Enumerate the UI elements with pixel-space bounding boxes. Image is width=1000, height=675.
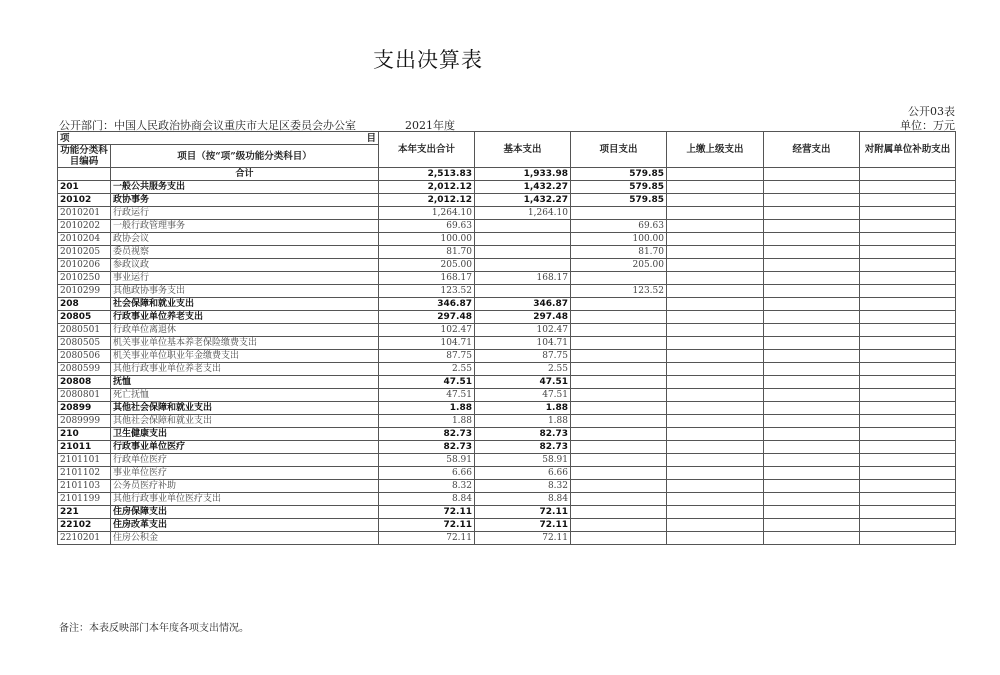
row-project (571, 402, 667, 415)
row-subsidy (860, 389, 956, 402)
row-basic: 82.73 (475, 428, 571, 441)
row-total: 87.75 (379, 350, 475, 363)
row-code: 20899 (58, 402, 111, 415)
col-header-business: 经营支出 (764, 132, 860, 168)
row-basic: 1,432.27 (475, 181, 571, 194)
row-subsidy (860, 415, 956, 428)
table-row (58, 233, 956, 246)
row-project (571, 467, 667, 480)
row-basic (475, 246, 571, 259)
header-item-left: 项 (60, 132, 70, 144)
row-name: 其他社会保障和就业支出 (111, 415, 379, 428)
row-name: 其他社会保障和就业支出 (111, 402, 379, 415)
row-remit (667, 363, 764, 376)
row-subsidy (860, 298, 956, 311)
row-remit (667, 272, 764, 285)
row-project (571, 454, 667, 467)
row-basic: 8.84 (475, 493, 571, 506)
table-row (58, 181, 956, 194)
row-name: 其他行政事业单位养老支出 (111, 363, 379, 376)
row-remit (667, 181, 764, 194)
row-subsidy (860, 480, 956, 493)
row-total: 1,264.10 (379, 207, 475, 220)
row-name: 公务员医疗补助 (111, 480, 379, 493)
row-subsidy (860, 324, 956, 337)
row-basic: 47.51 (475, 389, 571, 402)
row-project: 81.70 (571, 246, 667, 259)
row-subsidy (860, 272, 956, 285)
row-project: 69.63 (571, 220, 667, 233)
row-basic (475, 220, 571, 233)
row-remit (667, 493, 764, 506)
row-code: 20808 (58, 376, 111, 389)
row-total: 102.47 (379, 324, 475, 337)
row-remit (667, 415, 764, 428)
row-business (764, 181, 860, 194)
row-name: 行政单位医疗 (111, 454, 379, 467)
row-basic: 1,432.27 (475, 194, 571, 207)
row-business (764, 493, 860, 506)
row-basic: 8.32 (475, 480, 571, 493)
row-name: 社会保障和就业支出 (111, 298, 379, 311)
row-code: 201 (58, 181, 111, 194)
form-code: 公开03表 (908, 105, 955, 118)
row-code: 2010250 (58, 272, 111, 285)
row-business (764, 246, 860, 259)
row-total: 2,513.83 (379, 168, 475, 181)
row-name: 卫生健康支出 (111, 428, 379, 441)
row-code: 2080506 (58, 350, 111, 363)
row-total: 72.11 (379, 532, 475, 545)
row-basic: 58.91 (475, 454, 571, 467)
header-item-cell (58, 132, 379, 145)
row-project (571, 311, 667, 324)
row-business (764, 532, 860, 545)
row-code: 221 (58, 506, 111, 519)
row-code: 210 (58, 428, 111, 441)
row-total: 69.63 (379, 220, 475, 233)
row-total: 8.32 (379, 480, 475, 493)
row-basic: 72.11 (475, 519, 571, 532)
row-remit (667, 246, 764, 259)
row-basic (475, 233, 571, 246)
row-total: 297.48 (379, 311, 475, 324)
row-remit (667, 233, 764, 246)
row-business (764, 298, 860, 311)
row-subsidy (860, 506, 956, 519)
row-basic: 6.66 (475, 467, 571, 480)
row-business (764, 285, 860, 298)
row-remit (667, 376, 764, 389)
row-business (764, 467, 860, 480)
row-project (571, 441, 667, 454)
row-basic: 168.17 (475, 272, 571, 285)
row-code (58, 168, 111, 181)
row-code: 2010206 (58, 259, 111, 272)
table-row (58, 402, 956, 415)
table-row (58, 168, 956, 181)
row-subsidy (860, 428, 956, 441)
row-business (764, 194, 860, 207)
row-subsidy (860, 363, 956, 376)
header-item-row (58, 132, 956, 145)
row-basic: 87.75 (475, 350, 571, 363)
row-project: 100.00 (571, 233, 667, 246)
row-business (764, 441, 860, 454)
row-name: 死亡抚恤 (111, 389, 379, 402)
row-project: 579.85 (571, 168, 667, 181)
row-name: 政协事务 (111, 194, 379, 207)
row-subsidy (860, 233, 956, 246)
table-row (58, 376, 956, 389)
row-remit (667, 532, 764, 545)
row-subsidy (860, 246, 956, 259)
row-code: 2080501 (58, 324, 111, 337)
row-basic: 47.51 (475, 376, 571, 389)
row-business (764, 519, 860, 532)
row-remit (667, 337, 764, 350)
row-business (764, 376, 860, 389)
row-remit (667, 441, 764, 454)
table-row (58, 324, 956, 337)
row-name: 事业运行 (111, 272, 379, 285)
row-project (571, 272, 667, 285)
row-total: 168.17 (379, 272, 475, 285)
row-project (571, 415, 667, 428)
row-name: 一般行政管理事务 (111, 220, 379, 233)
expenditure-table (57, 131, 956, 545)
row-subsidy (860, 220, 956, 233)
row-basic: 82.73 (475, 441, 571, 454)
row-subsidy (860, 402, 956, 415)
table-row (58, 259, 956, 272)
row-total: 82.73 (379, 428, 475, 441)
col-header-code: 功能分类科目编码 (58, 145, 111, 168)
row-subsidy (860, 467, 956, 480)
table-row (58, 272, 956, 285)
row-total: 58.91 (379, 454, 475, 467)
row-subsidy (860, 285, 956, 298)
row-name: 机关事业单位基本养老保险缴费支出 (111, 337, 379, 350)
row-code: 2010202 (58, 220, 111, 233)
row-remit (667, 311, 764, 324)
row-name: 行政运行 (111, 207, 379, 220)
row-name: 合计 (111, 168, 379, 181)
row-subsidy (860, 181, 956, 194)
table-row (58, 337, 956, 350)
table-row (58, 428, 956, 441)
row-project: 579.85 (571, 181, 667, 194)
col-header-basic: 基本支出 (475, 132, 571, 168)
row-total: 2,012.12 (379, 181, 475, 194)
row-business (764, 350, 860, 363)
row-project (571, 480, 667, 493)
row-total: 72.11 (379, 519, 475, 532)
row-business (764, 324, 860, 337)
row-code: 20805 (58, 311, 111, 324)
row-basic: 1.88 (475, 415, 571, 428)
row-code: 2101103 (58, 480, 111, 493)
row-subsidy (860, 350, 956, 363)
row-business (764, 272, 860, 285)
page-title: 支出决算表 (373, 48, 483, 72)
row-total: 2,012.12 (379, 194, 475, 207)
row-remit (667, 480, 764, 493)
row-remit (667, 402, 764, 415)
row-name: 一般公共服务支出 (111, 181, 379, 194)
row-total: 72.11 (379, 506, 475, 519)
row-subsidy (860, 493, 956, 506)
row-project: 205.00 (571, 259, 667, 272)
row-code: 208 (58, 298, 111, 311)
row-project (571, 298, 667, 311)
row-remit (667, 324, 764, 337)
row-project (571, 207, 667, 220)
table-row (58, 506, 956, 519)
row-basic: 72.11 (475, 532, 571, 545)
header-item-right: 目 (366, 132, 376, 144)
row-remit (667, 194, 764, 207)
table-row (58, 519, 956, 532)
department-label: 公开部门：中国人民政治协商会议重庆市大足区委员会办公室 (59, 119, 356, 132)
row-code: 2010299 (58, 285, 111, 298)
row-total: 47.51 (379, 376, 475, 389)
row-subsidy (860, 376, 956, 389)
row-code: 20102 (58, 194, 111, 207)
table-body (58, 168, 956, 545)
row-name: 行政事业单位养老支出 (111, 311, 379, 324)
row-name: 政协会议 (111, 233, 379, 246)
table-row (58, 220, 956, 233)
row-total: 47.51 (379, 389, 475, 402)
row-total: 123.52 (379, 285, 475, 298)
table-row (58, 493, 956, 506)
row-remit (667, 506, 764, 519)
table-row (58, 363, 956, 376)
row-code: 2101102 (58, 467, 111, 480)
row-total: 81.70 (379, 246, 475, 259)
table-row (58, 194, 956, 207)
row-name: 住房公积金 (111, 532, 379, 545)
row-business (764, 415, 860, 428)
row-remit (667, 467, 764, 480)
row-code: 2089999 (58, 415, 111, 428)
row-remit (667, 168, 764, 181)
col-header-project: 项目支出 (571, 132, 667, 168)
row-business (764, 480, 860, 493)
table-row (58, 298, 956, 311)
row-project (571, 506, 667, 519)
row-basic: 297.48 (475, 311, 571, 324)
table-row (58, 467, 956, 480)
row-name: 住房改革支出 (111, 519, 379, 532)
row-subsidy (860, 441, 956, 454)
row-business (764, 402, 860, 415)
table-row (58, 350, 956, 363)
row-code: 22102 (58, 519, 111, 532)
row-total: 1.88 (379, 415, 475, 428)
row-remit (667, 220, 764, 233)
row-name: 行政事业单位医疗 (111, 441, 379, 454)
row-project: 123.52 (571, 285, 667, 298)
row-subsidy (860, 259, 956, 272)
row-business (764, 506, 860, 519)
row-basic: 346.87 (475, 298, 571, 311)
row-project (571, 389, 667, 402)
row-project (571, 428, 667, 441)
year-label: 2021年度 (405, 119, 455, 132)
col-header-name: 项目（按“项”级功能分类科目） (111, 145, 379, 168)
row-code: 2101199 (58, 493, 111, 506)
row-remit (667, 519, 764, 532)
row-project (571, 376, 667, 389)
row-total: 2.55 (379, 363, 475, 376)
row-project (571, 532, 667, 545)
row-total: 8.84 (379, 493, 475, 506)
row-name: 抚恤 (111, 376, 379, 389)
row-basic: 1,933.98 (475, 168, 571, 181)
row-remit (667, 350, 764, 363)
row-business (764, 220, 860, 233)
row-business (764, 363, 860, 376)
row-subsidy (860, 194, 956, 207)
row-name: 其他行政事业单位医疗支出 (111, 493, 379, 506)
row-project (571, 324, 667, 337)
row-remit (667, 259, 764, 272)
row-project (571, 519, 667, 532)
row-code: 2101101 (58, 454, 111, 467)
row-remit (667, 428, 764, 441)
row-total: 82.73 (379, 441, 475, 454)
row-project (571, 493, 667, 506)
row-subsidy (860, 311, 956, 324)
row-name: 其他政协事务支出 (111, 285, 379, 298)
table-row (58, 454, 956, 467)
row-business (764, 233, 860, 246)
row-name: 事业单位医疗 (111, 467, 379, 480)
row-code: 2080801 (58, 389, 111, 402)
row-total: 104.71 (379, 337, 475, 350)
row-project: 579.85 (571, 194, 667, 207)
row-subsidy (860, 207, 956, 220)
row-code: 2080505 (58, 337, 111, 350)
table-row (58, 389, 956, 402)
row-basic: 104.71 (475, 337, 571, 350)
row-basic: 1,264.10 (475, 207, 571, 220)
row-total: 100.00 (379, 233, 475, 246)
row-business (764, 259, 860, 272)
row-business (764, 168, 860, 181)
row-remit (667, 454, 764, 467)
row-business (764, 428, 860, 441)
row-basic: 2.55 (475, 363, 571, 376)
row-project (571, 363, 667, 376)
table-row (58, 246, 956, 259)
row-code: 2080599 (58, 363, 111, 376)
row-remit (667, 207, 764, 220)
row-code: 21011 (58, 441, 111, 454)
table-row (58, 207, 956, 220)
row-code: 2210201 (58, 532, 111, 545)
row-remit (667, 298, 764, 311)
row-business (764, 207, 860, 220)
row-project (571, 350, 667, 363)
table-row (58, 480, 956, 493)
row-name: 机关事业单位职业年金缴费支出 (111, 350, 379, 363)
table-row (58, 441, 956, 454)
row-remit (667, 285, 764, 298)
footnote: 备注：本表反映部门本年度各项支出情况。 (59, 623, 249, 634)
col-header-total: 本年支出合计 (379, 132, 475, 168)
row-remit (667, 389, 764, 402)
table-row (58, 285, 956, 298)
row-name: 参政议政 (111, 259, 379, 272)
col-header-subsidy: 对附属单位补助支出 (860, 132, 956, 168)
row-subsidy (860, 532, 956, 545)
row-subsidy (860, 168, 956, 181)
row-name: 委员视察 (111, 246, 379, 259)
table-row (58, 415, 956, 428)
row-subsidy (860, 454, 956, 467)
row-code: 2010204 (58, 233, 111, 246)
col-header-remit: 上缴上级支出 (667, 132, 764, 168)
row-basic: 72.11 (475, 506, 571, 519)
table-row (58, 532, 956, 545)
row-basic: 102.47 (475, 324, 571, 337)
row-code: 2010201 (58, 207, 111, 220)
row-business (764, 337, 860, 350)
row-business (764, 454, 860, 467)
row-name: 行政单位离退休 (111, 324, 379, 337)
row-basic (475, 285, 571, 298)
row-code: 2010205 (58, 246, 111, 259)
table-row (58, 311, 956, 324)
row-name: 住房保障支出 (111, 506, 379, 519)
row-total: 6.66 (379, 467, 475, 480)
row-basic: 1.88 (475, 402, 571, 415)
row-total: 1.88 (379, 402, 475, 415)
unit-label: 单位：万元 (900, 119, 955, 132)
row-subsidy (860, 519, 956, 532)
row-total: 346.87 (379, 298, 475, 311)
row-project (571, 337, 667, 350)
row-business (764, 389, 860, 402)
row-basic (475, 259, 571, 272)
row-business (764, 311, 860, 324)
row-subsidy (860, 337, 956, 350)
row-total: 205.00 (379, 259, 475, 272)
